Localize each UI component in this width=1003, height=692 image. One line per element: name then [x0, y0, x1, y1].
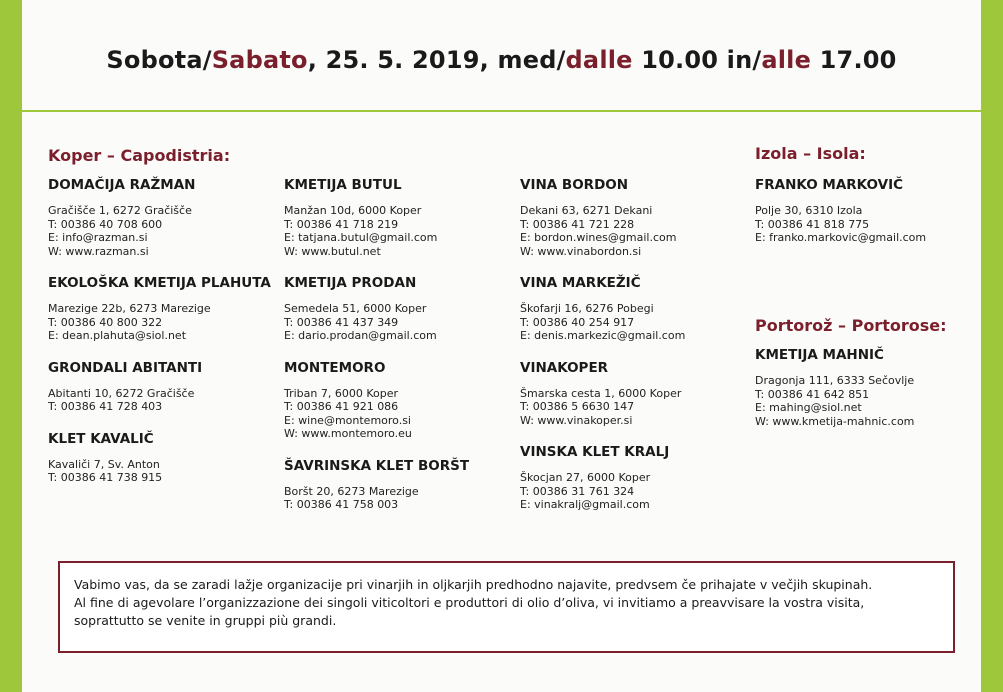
headline-part-time-start: 10.00 in/ [632, 46, 762, 74]
headline-part-time-end: 17.00 [811, 46, 897, 74]
producer-entry [48, 359, 278, 414]
producer-detail-line: T: 00386 41 728 403 [48, 400, 163, 413]
producer-entry [755, 346, 985, 428]
headline-part-it-from: dalle [565, 46, 633, 74]
producer-name: KMETIJA PRODAN [284, 275, 417, 291]
event-date-headline [22, 46, 981, 74]
headline-part-it-to: alle [761, 46, 812, 74]
producer-name: VINSKA KLET KRALJ [520, 444, 670, 460]
producer-column-portoroz [755, 346, 985, 444]
producer-detail-line: W: www.razman.si [48, 244, 149, 258]
producer-detail-line: T: 00386 41 642 851 [755, 387, 870, 401]
producer-detail-line: W: www.montemoro.eu [284, 427, 412, 440]
producer-detail-line: E: tatjana.butul@gmail.com [284, 231, 438, 244]
producer-detail-line: T: 00386 41 721 228 [520, 217, 635, 231]
producer-column-1 [48, 176, 278, 501]
producer-detail-line: T: 00386 5 6630 147 [520, 400, 635, 413]
producer-detail-line: T: 00386 31 761 324 [520, 484, 635, 498]
producer-detail-line: E: dean.plahuta@siol.net [48, 329, 187, 342]
producer-detail-line: Triban 7, 6000 Koper [284, 386, 399, 400]
notice-box [58, 561, 955, 653]
producer-detail-line: Kavaliči 7, Sv. Anton [48, 457, 160, 471]
region-heading-izola: Izola – Isola: [755, 144, 866, 163]
producer-name: VINAKOPER [520, 359, 609, 376]
producer-detail-line: T: 00386 40 254 917 [520, 315, 635, 329]
producer-entry [48, 430, 278, 485]
producer-detail-line: W: www.vinakoper.si [520, 413, 633, 427]
producer-entry [520, 359, 750, 428]
producer-entry [520, 443, 750, 512]
producer-detail-line: E: dario.prodan@gmail.com [284, 329, 437, 342]
producer-column-3 [520, 176, 750, 528]
producer-detail-line: Marezige 22b, 6273 Marezige [48, 302, 211, 315]
producer-detail-line: Dekani 63, 6271 Dekani [520, 204, 653, 217]
producer-entry [284, 274, 514, 343]
producer-detail-line: T: 00386 41 437 349 [284, 315, 399, 329]
producer-name: VINA MARKEŽIČ [520, 275, 641, 291]
producer-detail-line: T: 00386 40 800 322 [48, 315, 163, 329]
region-heading-koper: Koper – Capodistria: [48, 146, 231, 165]
producer-detail-line: Šmarska cesta 1, 6000 Koper [520, 386, 682, 400]
producer-detail-line: E: info@razman.si [48, 231, 148, 244]
producer-entry [284, 359, 514, 441]
producer-detail-line: T: 00386 40 708 600 [48, 217, 163, 231]
producer-detail-line: W: www.kmetija-mahnic.com [755, 414, 915, 428]
region-heading-portoroz: Portorož – Portorose: [755, 316, 947, 335]
producer-detail-line: T: 00386 41 818 775 [755, 217, 870, 231]
headline-part-sl-day: Sobota/ [106, 46, 212, 74]
producer-detail-line: Semedela 51, 6000 Koper [284, 302, 427, 315]
producer-detail-line: T: 00386 41 921 086 [284, 400, 399, 413]
producer-detail-line: E: mahing@siol.net [755, 401, 862, 414]
flyer-page [22, 0, 981, 692]
producer-entry [48, 176, 278, 258]
producer-detail-line: W: www.butul.net [284, 244, 381, 258]
producer-detail-line: T: 00386 41 738 915 [48, 471, 163, 484]
producer-detail-line: Polje 30, 6310 Izola [755, 204, 863, 217]
producer-name: ŠAVRINSKA KLET BORŠT [284, 457, 470, 474]
producer-column-2 [284, 176, 514, 528]
producer-name: KMETIJA MAHNIČ [755, 347, 884, 363]
producer-entry [284, 457, 514, 512]
producer-detail-line: Manžan 10d, 6000 Koper [284, 204, 422, 217]
producer-entry [520, 274, 750, 343]
producer-name: MONTEMORO [284, 359, 386, 376]
producer-name: DOMAČIJA RAŽMAN [48, 177, 196, 193]
producer-detail-line: E: vinakralj@gmail.com [520, 498, 650, 511]
notice-line-sl: Vabimo vas, da se zaradi lažje organizacije pri vinarjih in oljkarjih predhodno najavite, predvsem če prihajate v večjih skupinah. [74, 577, 873, 592]
producer-detail-line: E: wine@montemoro.si [284, 413, 411, 427]
divider-line [22, 110, 981, 112]
producer-name: EKOLOŠKA KMETIJA PLAHUTA [48, 275, 271, 291]
producer-name: FRANKO MARKOVIČ [755, 177, 904, 193]
producer-detail-line: E: bordon.wines@gmail.com [520, 231, 677, 244]
producer-detail-line: W: www.vinabordon.si [520, 244, 642, 258]
producer-detail-line: Gračišče 1, 6272 Gračišče [48, 204, 192, 217]
headline-part-it-day: Sabato [211, 46, 308, 74]
producer-entry [755, 176, 985, 245]
producer-entry [520, 176, 750, 258]
producer-name: GRONDALI ABITANTI [48, 359, 203, 376]
producer-name: VINA BORDON [520, 177, 629, 193]
producer-detail-line: E: franko.markovic@gmail.com [755, 231, 927, 244]
producer-detail-line: Boršt 20, 6273 Marezige [284, 484, 419, 498]
producer-detail-line: Dragonja 111, 6333 Sečovlje [755, 374, 915, 387]
producer-name: KMETIJA BUTUL [284, 177, 402, 193]
producer-detail-line: T: 00386 41 718 219 [284, 217, 399, 231]
notice-line-it: Al fine di agevolare l’organizzazione dei singoli viticoltori e produttori di olio d’oliva, vi invitiamo a preavvisare la vostra visita, [74, 595, 865, 610]
producer-column-izola [755, 176, 985, 261]
headline-part-date: , 25. 5. 2019, med/ [307, 46, 566, 74]
producer-detail-line: T: 00386 41 758 003 [284, 498, 399, 511]
producer-entry [284, 176, 514, 258]
producer-detail-line: Abitanti 10, 6272 Gračišče [48, 386, 195, 400]
producer-name: KLET KAVALIČ [48, 430, 154, 447]
producer-detail-line: Škocjan 27, 6000 Koper [520, 471, 651, 484]
producer-entry [48, 274, 278, 343]
producer-detail-line: E: denis.markezic@gmail.com [520, 329, 686, 342]
notice-line-it-cont: soprattutto se venite in gruppi più grandi. [74, 613, 337, 628]
producer-detail-line: Škofarji 16, 6276 Pobegi [520, 302, 654, 315]
